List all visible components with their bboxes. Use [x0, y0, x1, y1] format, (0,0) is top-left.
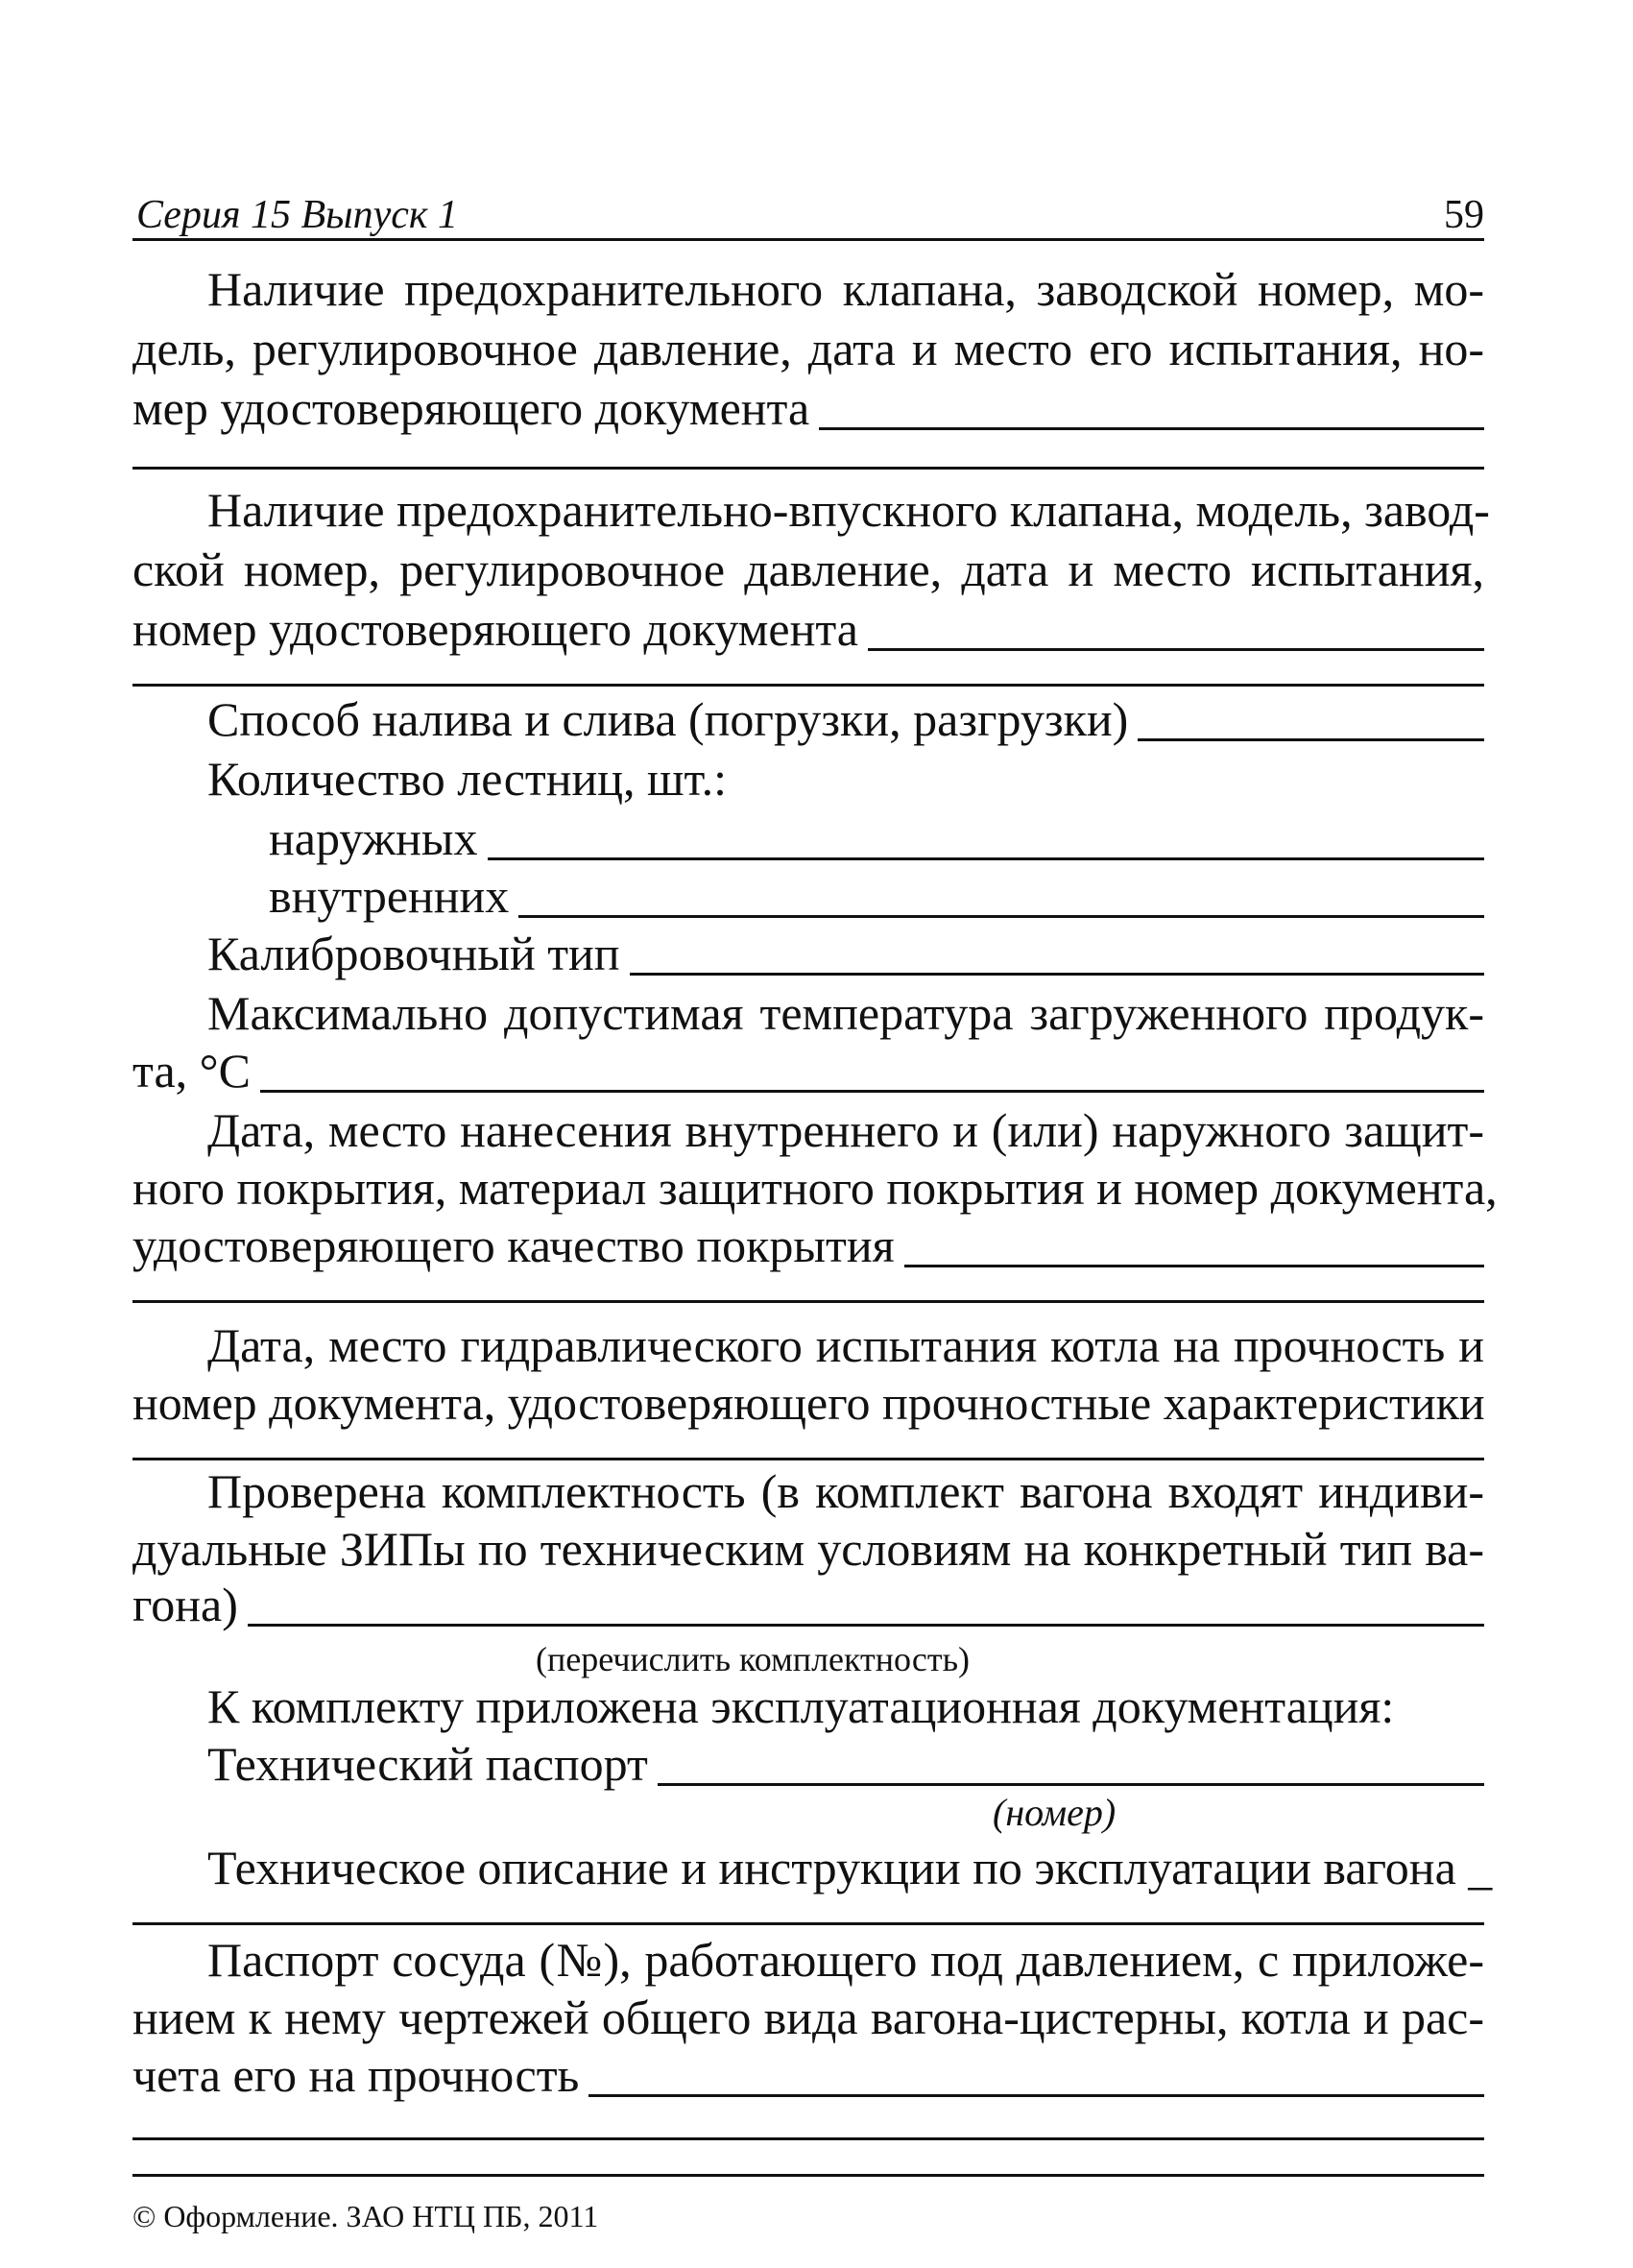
text-line: номер документа, удостоверяющего прочностные характеристики [132, 1376, 1485, 1430]
fill-field[interactable] [132, 1216, 1484, 1275]
text-line: Дата, место гидравлического испытания котла на прочность и [207, 1318, 1484, 1372]
footer-divider [132, 2174, 1484, 2177]
field-label: наружных [269, 811, 478, 865]
fill-blank[interactable] [868, 604, 1484, 651]
page-number: 59 [1444, 193, 1484, 237]
fill-field[interactable] [132, 808, 1484, 868]
field-label: Способ налива и слива (погрузки, разгрузки) [207, 692, 1129, 746]
text-line: дуальные ЗИПы по техническим условиям на конкретный тип ва- [132, 1522, 1484, 1576]
fill-blank[interactable] [518, 871, 1484, 918]
field-label: Калибровочный тип [207, 927, 620, 980]
field-label: гона) [132, 1578, 238, 1631]
series-label: Серия 15 Выпуск 1 [136, 193, 458, 237]
text-line: нием к нему чертежей общего вида вагона-цистерны, котла и рас- [132, 1991, 1484, 2044]
text-line: ской номер, регулировочное давление, дата и место испытания, [132, 543, 1484, 596]
fill-field[interactable] [132, 378, 1484, 438]
text-line: Максимально допустимая температура загруженного продук- [207, 986, 1484, 1040]
text-line: Наличие предохранительного клапана, заводской номер, мо- [207, 262, 1484, 316]
fill-blank[interactable] [904, 1220, 1484, 1267]
fill-field[interactable] [132, 689, 1484, 749]
fill-blank[interactable] [248, 1580, 1484, 1627]
text-line: Паспорт сосуда (№), работающего под давлением, с приложе- [207, 1933, 1484, 1987]
fill-blank[interactable] [1138, 694, 1484, 741]
copyright-footer: © Оформление. ЗАО НТЦ ПБ, 2011 [132, 2199, 599, 2233]
blank-rule[interactable] [132, 2137, 1484, 2140]
field-label: Технический паспорт [207, 1737, 648, 1791]
hint-caption: (номер) [993, 1791, 1117, 1834]
text-line: Наличие предохранительно-впускного клапана, модель, завод- [207, 483, 1490, 537]
fill-field[interactable] [132, 599, 1484, 659]
field-label: номер удостоверяющего документа [132, 602, 858, 656]
page-header [132, 188, 1484, 241]
field-label: внутренних [269, 869, 510, 923]
blank-rule[interactable] [132, 684, 1484, 687]
fill-field[interactable] [132, 866, 1484, 926]
fill-field[interactable] [132, 1575, 1484, 1634]
text-line: ного покрытия, материал защитного покрытия и номер документа, [132, 1161, 1498, 1215]
field-label: мер удостоверяющего документа [132, 381, 810, 435]
blank-rule[interactable] [132, 467, 1484, 470]
fill-field[interactable] [132, 2045, 1484, 2105]
blank-rule[interactable] [132, 1922, 1484, 1925]
text-line: дель, регулировочное давление, дата и место его испытания, но- [132, 322, 1484, 375]
blank-rule[interactable] [132, 1458, 1484, 1460]
field-label: та, °С [132, 1044, 251, 1098]
text-line: Количество лестниц, шт.: [207, 752, 727, 806]
fill-blank[interactable] [588, 2050, 1484, 2097]
blank-rule[interactable] [132, 1300, 1484, 1303]
field-label: удостоверяющего качество покрытия [132, 1218, 895, 1272]
fill-blank[interactable] [658, 1739, 1484, 1786]
text-line: Техническое описание и инструкции по эксплуатации вагона _ [207, 1841, 1493, 1894]
fill-field[interactable] [132, 1041, 1484, 1100]
fill-blank[interactable] [630, 929, 1484, 976]
field-label: чета его на прочность [132, 2048, 580, 2102]
text-line: К комплекту приложена эксплуатационная документация: [207, 1679, 1395, 1733]
text-line: Дата, место нанесения внутреннего и (или) наружного защит- [207, 1103, 1484, 1157]
hint-caption: (перечислить комплектность) [536, 1640, 971, 1678]
text-line: Проверена комплектность (в комплект вагона входят индиви- [207, 1464, 1484, 1518]
fill-blank[interactable] [819, 383, 1484, 430]
fill-blank[interactable] [260, 1046, 1484, 1093]
fill-field[interactable] [132, 1734, 1484, 1794]
fill-blank[interactable] [488, 813, 1484, 860]
fill-field[interactable] [132, 924, 1484, 983]
